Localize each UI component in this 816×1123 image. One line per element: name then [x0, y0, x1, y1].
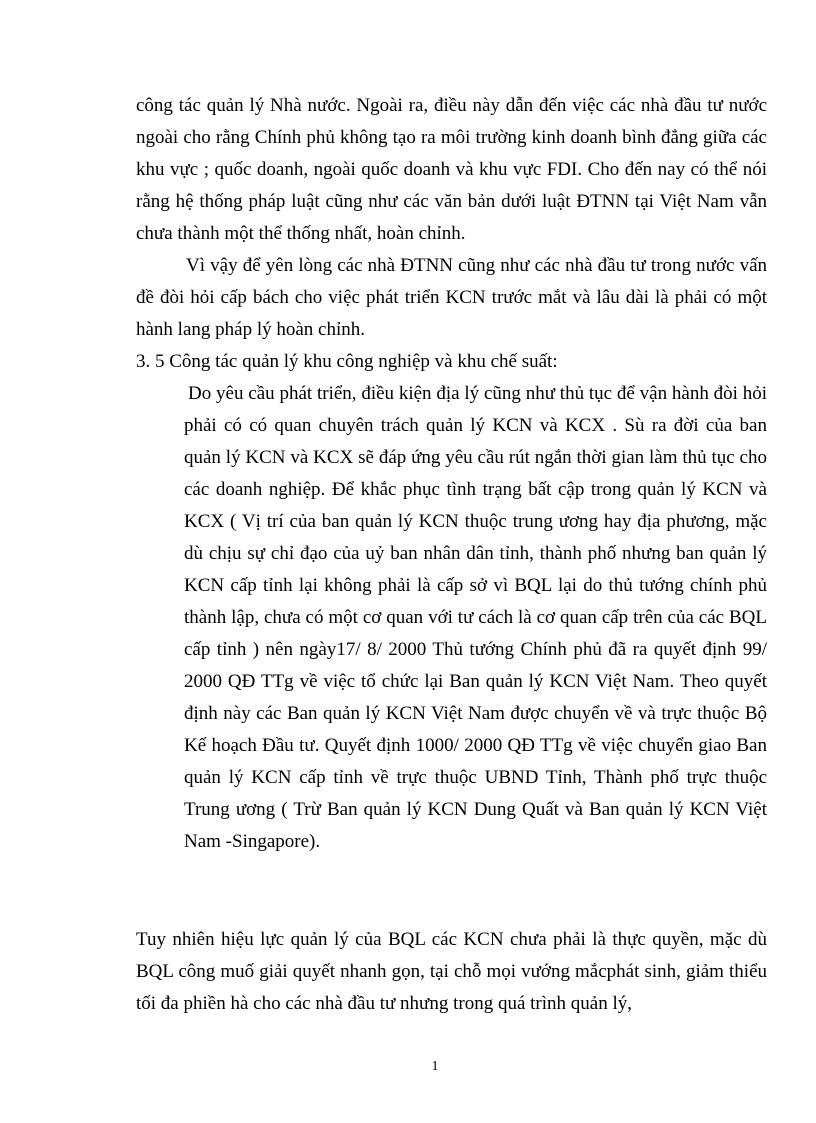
section-heading: 3. 5 Công tác quản lý khu công nghiệp và khu chế suất:	[136, 351, 558, 372]
paragraph-section-body: Do yêu cầu phát triển, điều kiện địa lý cũng như thủ tục để vận hành đòi hỏi phải có có quan chuyên trách quản lý KCN và KCX . Sù ra đời của ban quản lý KCN và KCX sẽ đáp ứng yêu cầu rút ngắn thời gian làm thủ tục cho các doanh nghiệp. Để khắc phục tình trạng bất cập trong quản lý KCN và KCX ( Vị trí của ban quản lý KCN thuộc trung ương hay địa phương, mặc dù chịu sự chỉ đạo của uỷ ban nhân dân tỉnh, thành phố nhưng ban quản lý KCN cấp tỉnh lại không phải là cấp sở vì BQL lại do thủ tướng chính phủ thành lập, chưa có một cơ quan với tư cách là cơ quan cấp trên của các BQL cấp tỉnh ) nên ngày17/ 8/ 2000 Thủ tướng Chính phủ đã ra quyết định 99/ 2000 QĐ TTg về việc tổ chức lại Ban quản lý KCN Việt Nam. Theo quyết định này các Ban quản lý KCN Việt Nam được chuyển về và trực thuộc Bộ Kế hoạch Đầu tư. Quyết định 1000/ 2000 QĐ TTg về việc chuyển giao Ban quản lý KCN cấp tỉnh về trực thuộc UBND Tỉnh, Thành phố trực thuộc Trung ương ( Trừ Ban quản lý KCN Dung Quất và Ban quản lý KCN Việt Nam -Singapore).	[184, 383, 767, 852]
paragraph-continuation: Tuy nhiên hiệu lực quản lý của BQL các KCN chưa phải là thực quyền, mặc dù BQL công muố giải quyết nhanh gọn, tại chỗ mọi vướng mắcphát sinh, giảm thiểu tối đa phiền hà cho các nhà đầu tư nhưng trong quá trình quản lý,	[136, 929, 767, 1014]
paragraph-intro: công tác quản lý Nhà nước. Ngoài ra, điều này dẫn đến việc các nhà đầu tư nước ngoài cho rằng Chính phủ không tạo ra môi trường kinh doanh bình đẳng giữa các khu vực ; quốc doanh, ngoài quốc doanh và khu vực FDI. Cho đến nay có thể nói rằng hệ thống pháp luật cũng như các văn bản dưới luật ĐTNN tại Việt Nam vẫn chưa thành một thể thống nhất, hoàn chỉnh.	[136, 95, 767, 244]
paragraph-conclusion: Vì vậy để yên lòng các nhà ĐTNN cũng như các nhà đầu tư trong nước vấn đề đòi hỏi cấp bách cho việc phát triển KCN trước mắt và lâu dài là phải có một hành lang pháp lý hoàn chỉnh.	[136, 255, 767, 340]
page-number: 1	[431, 1059, 439, 1074]
